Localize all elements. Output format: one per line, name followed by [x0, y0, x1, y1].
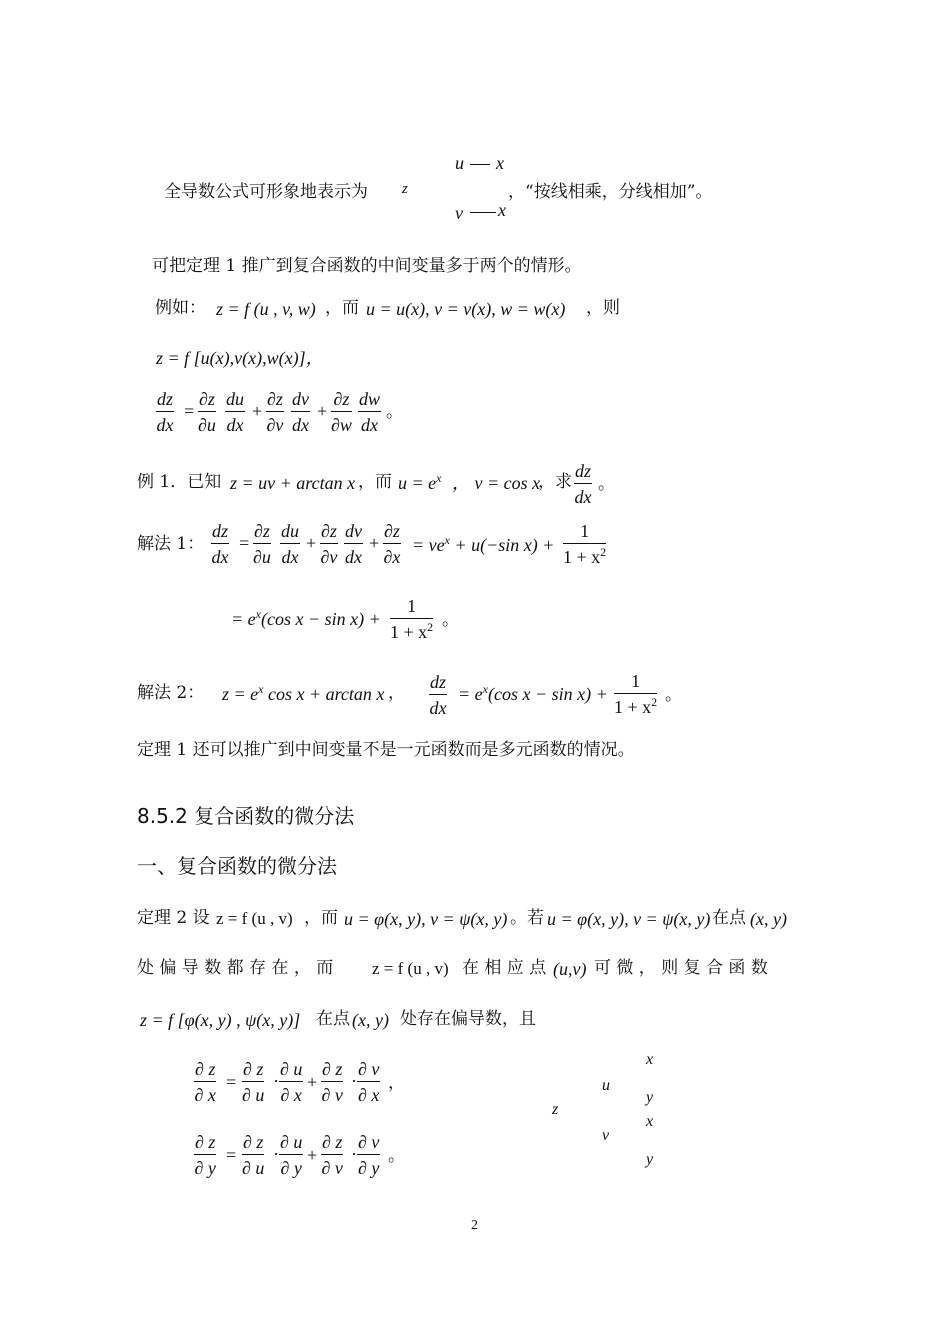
- s2-eq: $z = e^x$ cos x + arctan x: [222, 682, 385, 704]
- py-dot2: ·: [351, 1144, 357, 1164]
- example1-eq1: z = uv + arctan x: [230, 473, 356, 493]
- s2-end: 。: [665, 685, 682, 705]
- diagram1-v: v: [455, 203, 463, 223]
- s2-comma: ，: [388, 683, 405, 703]
- px-lhs: $\frac{\partial z}{\partial x}$: [194, 1059, 216, 1105]
- example1-eq3: ， v = cos x: [452, 473, 541, 493]
- example1-end: 。: [598, 474, 615, 494]
- s2-rhs: = $e^x(\cos$ x − sin x) +: [458, 682, 608, 704]
- px-end: ，: [388, 1073, 405, 1093]
- diagram1-u: u: [455, 153, 464, 173]
- diagram2-x2: x: [646, 1113, 654, 1130]
- theorem2-line3-a: 在点: [316, 1009, 350, 1029]
- s1-line2: = $e^x(\cos$ x − sin x) +: [231, 607, 381, 629]
- theorem2-t3: 在点: [712, 908, 746, 928]
- solution1-label: 解法 1：: [137, 534, 205, 554]
- s1-a: $\frac{\partial z}{\partial u}$: [253, 521, 271, 567]
- s1-e: $\frac{\partial z}{\partial x}$: [383, 521, 401, 567]
- s1-g: $\frac{1}{1 + x^2}$: [390, 596, 434, 642]
- s1-c: $\frac{\partial z}{\partial v}$: [320, 521, 338, 567]
- td-t1a: $\frac{\partial z}{\partial u}$: [198, 389, 216, 435]
- td-eq: =: [184, 401, 195, 421]
- s1-plus2: +: [369, 533, 380, 553]
- page-number: 2: [471, 1218, 478, 1233]
- s1-eq: =: [239, 533, 250, 553]
- td-t2b: $\frac{dv}{dx}$: [292, 389, 309, 435]
- s1-lhs: $\frac{dz}{dx}$: [211, 521, 229, 567]
- theorem2-line2-pt: (u,v): [553, 959, 587, 979]
- px-d: $\frac{\partial v}{\partial x}$: [358, 1059, 380, 1105]
- example-f2: u = u(x), v = v(x), w = w(x): [366, 299, 566, 319]
- example1-question: $\frac{dz}{dx}$: [574, 461, 592, 507]
- theorem2-t2: 。若: [510, 908, 544, 928]
- theorem2-line2-b: 在 相 应 点: [462, 958, 547, 978]
- diagram1-x1: x: [496, 153, 504, 173]
- diagram1-intro: 全导数公式可形象地表示为: [164, 182, 368, 202]
- py-c: $\frac{\partial z}{\partial v}$: [321, 1132, 343, 1178]
- para-generalize: 可把定理 1 推广到复合函数的中间变量多于两个的情形。: [152, 256, 582, 276]
- theorem2-line2-f: z = f (u , v): [372, 959, 449, 978]
- td-t1b: $\frac{du}{dx}$: [226, 389, 244, 435]
- example1-label: 例 1．已知: [137, 472, 222, 492]
- example-mid: ，而: [325, 298, 359, 318]
- diagram2-y1: y: [646, 1089, 654, 1106]
- py-eq: =: [226, 1145, 237, 1165]
- theorem2-pt: (x, y): [750, 909, 787, 929]
- td-t3b: $\frac{dw}{dx}$: [359, 389, 381, 435]
- px-dot1: ·: [273, 1071, 279, 1091]
- theorem2-phi2: u = φ(x, y), v = ψ(x, y): [547, 909, 711, 929]
- px-a: $\frac{\partial z}{\partial u}$: [242, 1059, 265, 1105]
- section-heading: 8.5.2 复合函数的微分法: [137, 804, 355, 828]
- s1-rhs: = $ve^x + u(-\sin$ x) +: [412, 533, 555, 555]
- px-b: $\frac{\partial u}{\partial x}$: [280, 1059, 303, 1105]
- composite-equation: z = f [u(x),v(x),w(x)]，: [156, 348, 324, 368]
- td-lhs: $\frac{dz}{dx}$: [156, 389, 174, 435]
- example-label: 例如：: [155, 298, 206, 318]
- diagram1-after: ，“按线相乘，分线相加”。: [508, 182, 713, 202]
- py-lhs: $\frac{\partial z}{\partial y}$: [194, 1132, 216, 1178]
- theorem2-line3-b: 处存在偏导数，且: [400, 1009, 536, 1029]
- py-dot1: ·: [273, 1144, 279, 1164]
- diagram2-y2: y: [646, 1151, 654, 1168]
- py-b: $\frac{\partial u}{\partial y}$: [280, 1132, 303, 1178]
- diagram2-u: u: [602, 1077, 610, 1094]
- theorem2-t1: ，而: [304, 908, 338, 928]
- s1-plus1: +: [306, 533, 317, 553]
- s1-d: $\frac{dv}{dx}$: [345, 521, 362, 567]
- subsection-heading: 一、复合函数的微分法: [137, 854, 337, 878]
- s1-f: $\frac{1}{1 + x^2}$: [563, 521, 607, 567]
- example1-ask: ，求: [538, 472, 572, 492]
- diagram2-x1: x: [646, 1051, 654, 1068]
- diagram2-z: z: [552, 1101, 559, 1118]
- td-t3a: $\frac{\partial z}{\partial w}$: [331, 389, 352, 435]
- example1-eq2: $u = e^x$: [398, 471, 442, 493]
- diagram1-root: z: [402, 181, 408, 197]
- diagram1-x2: x: [498, 200, 506, 220]
- s2-lhs: $\frac{dz}{dx}$: [429, 672, 447, 718]
- theorem2-line2-c: 可 微 ， 则 复 合 函 数: [594, 958, 768, 978]
- td-plus1: +: [252, 401, 263, 421]
- px-c: $\frac{\partial z}{\partial v}$: [321, 1059, 343, 1105]
- example1-mid: ，而: [358, 472, 392, 492]
- para-theorem1: 定理 1 还可以推广到中间变量不是一元函数而是多元函数的情况。: [137, 740, 635, 760]
- py-d: $\frac{\partial v}{\partial y}$: [358, 1132, 380, 1178]
- theorem2-phi: u = φ(x, y), v = ψ(x, y): [344, 909, 508, 929]
- example-f1: z = f (u , v, w): [216, 299, 316, 319]
- td-plus2: +: [317, 401, 328, 421]
- td-end: 。: [386, 402, 403, 422]
- s1-b: $\frac{du}{dx}$: [281, 521, 299, 567]
- py-plus: +: [307, 1145, 318, 1165]
- theorem2-line3-pt: (x, y): [352, 1010, 389, 1030]
- px-dot2: ·: [351, 1071, 357, 1091]
- px-eq: =: [226, 1072, 237, 1092]
- s2-f: $\frac{1}{1 + x^2}$: [614, 671, 658, 717]
- py-a: $\frac{\partial z}{\partial u}$: [242, 1132, 265, 1178]
- py-end: 。: [388, 1146, 405, 1166]
- s1-end: 。: [442, 610, 459, 630]
- solution2-label: 解法 2：: [137, 683, 205, 703]
- px-plus: +: [307, 1072, 318, 1092]
- example-end: ，则: [586, 298, 620, 318]
- diagram2-v: v: [602, 1127, 610, 1144]
- diagram1-line-u: [470, 164, 490, 165]
- theorem2-line2-a: 处 偏 导 数 都 存 在 ， 而: [137, 958, 334, 978]
- theorem2-line3-f: z = f [φ(x, y) , ψ(x, y)]: [140, 1010, 301, 1030]
- diagram1-line-v: [470, 212, 496, 213]
- theorem2-label: 定理 2 设: [137, 908, 210, 928]
- td-t2a: $\frac{\partial z}{\partial v}$: [266, 389, 284, 435]
- theorem2-f: z = f (u , v): [216, 909, 293, 928]
